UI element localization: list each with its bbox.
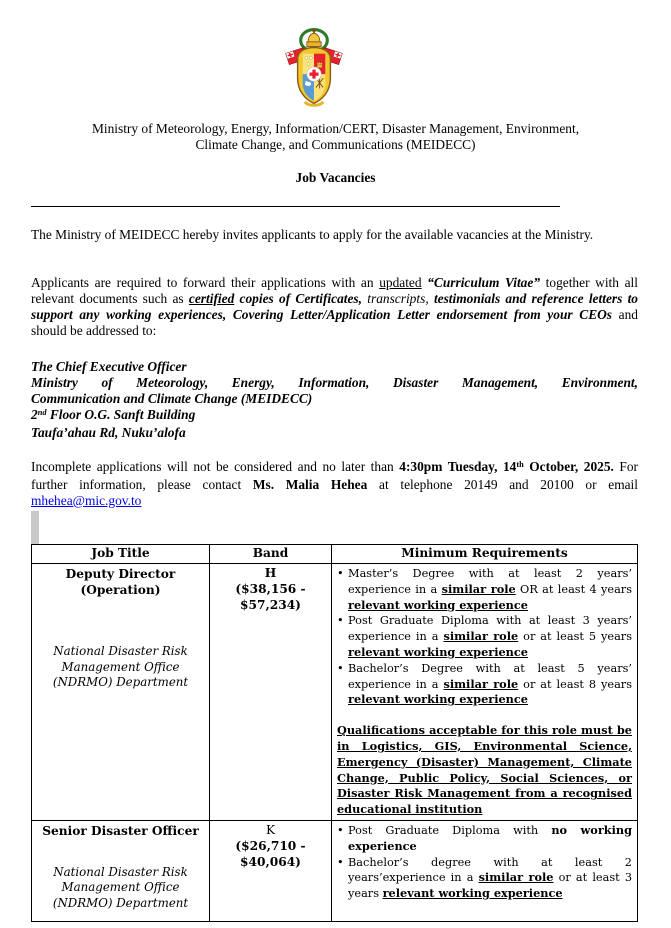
requirement-item: • Post Graduate Diploma with no working experience — [335, 823, 632, 855]
job-vacancies-heading: Job Vacancies — [295, 170, 376, 185]
header-band: Band — [210, 545, 332, 564]
ministry-title-line1: Ministry of Meteorology, Energy, Information/CERT, Disaster Management, Environment, — [91, 121, 580, 136]
ministry-title — [0, 121, 671, 153]
address-line-ministry2: Communication and Climate Change (MEIDECC) — [31, 391, 313, 406]
job-department: National Disaster Risk Management Office (NDRMO) Department — [52, 864, 189, 910]
job-department: National Disaster Risk Management Office (NDRMO) Department — [52, 644, 189, 689]
table-row — [32, 820, 638, 921]
address-line-road: Taufa’ahau Rd, Nuku’alofa — [31, 425, 186, 440]
ministry-title-line2: Climate Change, and Communications (MEIDECC) — [195, 137, 476, 152]
requirement-item: • Post Graduate Diploma with at least 3 years’ experience in a similar role or at least 5 years relevant working experience — [335, 613, 632, 660]
requirement-item: • Bachelor’s degree with at least 2 years’experience in a similar role or at least 3 years relevant working experience — [335, 855, 632, 902]
requirements-cell — [332, 564, 638, 821]
intro-paragraph: The Ministry of MEIDECC hereby invites applicants to apply for the available vacancies at the Ministry. — [31, 227, 594, 242]
band-range: ($26,710 - $40,064) — [235, 838, 306, 869]
job-title: Senior Disaster Officer — [42, 823, 199, 838]
address-block — [31, 359, 638, 441]
tonga-coat-of-arms — [284, 26, 344, 110]
requirements-list — [335, 566, 632, 708]
band-cell — [210, 564, 332, 821]
table-header-row — [32, 545, 638, 564]
requirement-item: • Bachelor’s Degree with at least 5 years’ experience in a similar role or at least 8 years relevant working experience — [335, 661, 632, 708]
application-paragraph: Applicants are required to forward their applications with an updated “Curriculum Vitae” together with all relevant documents such as certified copies of Certificates, transcripts, testimonials and reference letters to support any working experiences, Covering Letter/Application Letter endorsement from your CEOs and should be addressed to: — [31, 275, 639, 338]
band-range: ($38,156 - $57,234) — [235, 582, 306, 612]
header-job-title: Job Title — [32, 545, 210, 564]
job-title-cell — [32, 564, 210, 821]
header-min-requirements: Minimum Requirements — [332, 545, 638, 564]
email-link[interactable]: mhehea@mic.gov.to — [31, 493, 142, 508]
divider-rule — [31, 206, 560, 207]
band-grade: H — [264, 566, 277, 580]
cursor-artifact-bar — [31, 511, 39, 545]
address-line-floor: 2nd Floor O.G. Sanft Building — [31, 407, 196, 422]
address-line-ministry: Ministry of Meteorology, Energy, Information, Disaster Management, Environment, — [31, 375, 638, 390]
band-cell — [210, 820, 332, 921]
job-title-cell — [32, 820, 210, 921]
crest-graphic — [284, 26, 344, 110]
qualifications-note: Qualifications acceptable for this role must be in Logistics, GIS, Environmental Science, Emergency (Disaster) Management, Climate Change, Public Policy, Social Sciences, or Disaster Risk Management from a recognised educational institution — [337, 723, 632, 817]
address-line-ceo: The Chief Executive Officer — [31, 359, 187, 374]
deadline-paragraph: Incomplete applications will not be considered and no later than 4:30pm Tuesday, 14th October, 2025. For further information, please contact Ms. Malia Hehea at telephone 20149 and 20100 or email mhehea@mic.gov.to — [31, 459, 639, 508]
requirement-item: • Master’s Degree with at least 2 years’ experience in a similar role OR at least 4 years relevant working experience — [335, 566, 632, 613]
table-row — [32, 564, 638, 821]
job-title: Deputy Director (Operation) — [65, 567, 176, 597]
band-grade: K — [265, 822, 276, 837]
vacancies-table — [31, 544, 638, 922]
requirements-list — [335, 823, 632, 902]
requirements-cell — [332, 820, 638, 921]
